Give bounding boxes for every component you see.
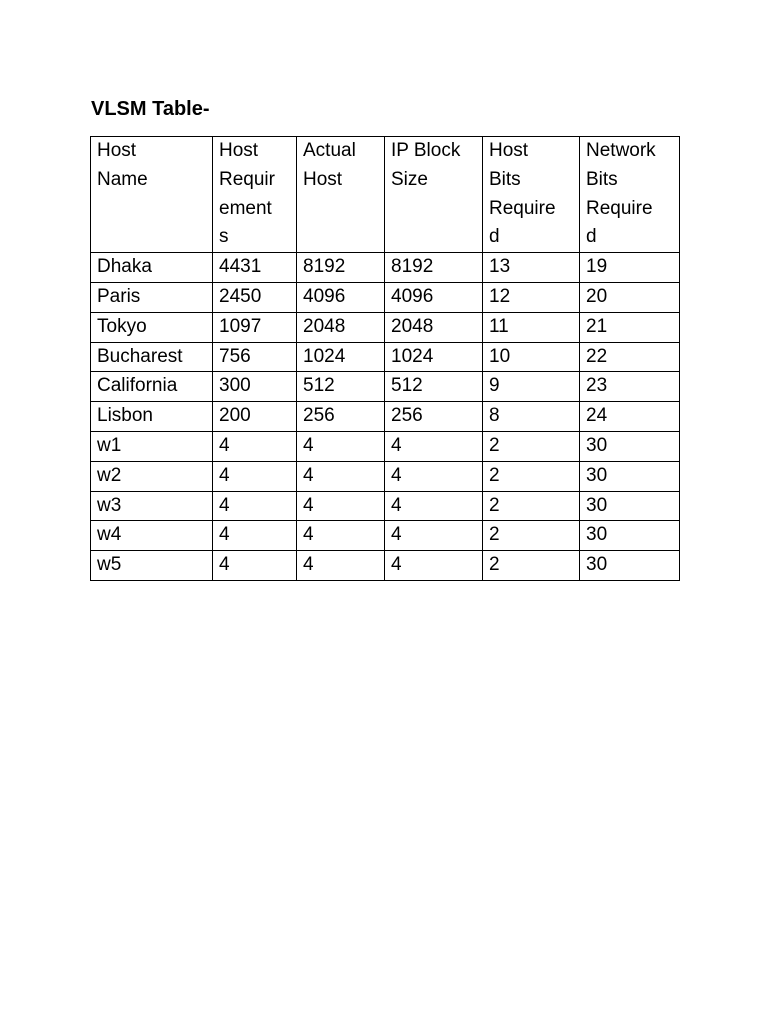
table-row [91, 551, 680, 581]
header-host-bits-required [483, 137, 580, 253]
cell-network-bits: 22 [580, 342, 680, 372]
cell-host-name: w4 [91, 521, 213, 551]
table-row [91, 282, 680, 312]
cell-ip-block-size: 1024 [385, 342, 483, 372]
header-line: Network [586, 140, 656, 161]
cell-host-bits: 2 [483, 551, 580, 581]
header-line: d [489, 226, 500, 248]
vlsm-table [90, 136, 680, 581]
cell-ip-block-size: 8192 [385, 253, 483, 283]
header-line: Host [489, 140, 529, 161]
cell-ip-block-size: 4 [385, 491, 483, 521]
cell-actual-host: 4 [297, 491, 385, 521]
cell-host-requirements: 1097 [213, 312, 297, 342]
cell-host-requirements: 756 [213, 342, 297, 372]
table-row [91, 342, 680, 372]
cell-host-requirements: 4 [213, 551, 297, 581]
cell-actual-host: 512 [297, 372, 385, 402]
header-line: Bits [586, 168, 618, 190]
cell-network-bits: 30 [580, 491, 680, 521]
cell-actual-host: 4096 [297, 282, 385, 312]
header-line: Require [586, 197, 653, 219]
cell-host-name: w1 [91, 431, 213, 461]
cell-host-name: w5 [91, 551, 213, 581]
cell-host-name: w2 [91, 461, 213, 491]
cell-actual-host: 1024 [297, 342, 385, 372]
cell-actual-host: 8192 [297, 253, 385, 283]
header-line: Actual [303, 140, 356, 161]
cell-ip-block-size: 4 [385, 551, 483, 581]
cell-host-bits: 2 [483, 521, 580, 551]
table-row [91, 372, 680, 402]
cell-ip-block-size: 4 [385, 431, 483, 461]
table-row [91, 461, 680, 491]
cell-host-requirements: 4 [213, 491, 297, 521]
cell-host-bits: 9 [483, 372, 580, 402]
cell-ip-block-size: 512 [385, 372, 483, 402]
table-row [91, 521, 680, 551]
cell-actual-host: 4 [297, 551, 385, 581]
table-row [91, 253, 680, 283]
cell-host-bits: 2 [483, 491, 580, 521]
cell-host-bits: 10 [483, 342, 580, 372]
cell-ip-block-size: 4096 [385, 282, 483, 312]
table-row [91, 491, 680, 521]
cell-network-bits: 30 [580, 551, 680, 581]
header-line: IP Block [391, 140, 461, 161]
header-line: s [219, 226, 229, 248]
cell-network-bits: 23 [580, 372, 680, 402]
cell-actual-host: 2048 [297, 312, 385, 342]
cell-actual-host: 256 [297, 402, 385, 432]
header-host-requirements [213, 137, 297, 253]
cell-network-bits: 24 [580, 402, 680, 432]
header-line: d [586, 226, 597, 248]
cell-host-bits: 13 [483, 253, 580, 283]
table-row [91, 312, 680, 342]
header-network-bits-required [580, 137, 680, 253]
cell-host-requirements: 4 [213, 431, 297, 461]
cell-ip-block-size: 4 [385, 521, 483, 551]
cell-host-name: Bucharest [91, 342, 213, 372]
header-line: ement [219, 197, 272, 219]
header-ip-block-size [385, 137, 483, 253]
cell-network-bits: 30 [580, 461, 680, 491]
header-line: Host [303, 168, 343, 190]
cell-host-requirements: 2450 [213, 282, 297, 312]
cell-host-name: Tokyo [91, 312, 213, 342]
cell-host-requirements: 4431 [213, 253, 297, 283]
table-row [91, 402, 680, 432]
header-line: Host [97, 140, 137, 161]
header-line: Host [219, 140, 259, 161]
cell-network-bits: 30 [580, 431, 680, 461]
header-line: Name [97, 168, 148, 190]
header-line: Requir [219, 168, 275, 190]
header-line: Size [391, 168, 428, 190]
cell-host-requirements: 300 [213, 372, 297, 402]
cell-host-name: Paris [91, 282, 213, 312]
cell-host-name: w3 [91, 491, 213, 521]
cell-actual-host: 4 [297, 431, 385, 461]
header-line: Require [489, 197, 556, 219]
cell-host-bits: 11 [483, 312, 580, 342]
table-header-row [91, 137, 680, 253]
page-title: VLSM Table- [91, 98, 210, 120]
cell-network-bits: 21 [580, 312, 680, 342]
cell-host-bits: 2 [483, 431, 580, 461]
cell-actual-host: 4 [297, 521, 385, 551]
cell-ip-block-size: 256 [385, 402, 483, 432]
cell-host-name: Dhaka [91, 253, 213, 283]
header-line: Bits [489, 168, 521, 190]
cell-network-bits: 30 [580, 521, 680, 551]
cell-host-name: California [91, 372, 213, 402]
cell-ip-block-size: 2048 [385, 312, 483, 342]
cell-ip-block-size: 4 [385, 461, 483, 491]
header-actual-host [297, 137, 385, 253]
cell-host-bits: 8 [483, 402, 580, 432]
cell-network-bits: 19 [580, 253, 680, 283]
cell-host-bits: 2 [483, 461, 580, 491]
cell-actual-host: 4 [297, 461, 385, 491]
cell-network-bits: 20 [580, 282, 680, 312]
table-row [91, 431, 680, 461]
cell-host-name: Lisbon [91, 402, 213, 432]
cell-host-requirements: 4 [213, 461, 297, 491]
cell-host-requirements: 200 [213, 402, 297, 432]
cell-host-bits: 12 [483, 282, 580, 312]
header-host-name [91, 137, 213, 253]
cell-host-requirements: 4 [213, 521, 297, 551]
